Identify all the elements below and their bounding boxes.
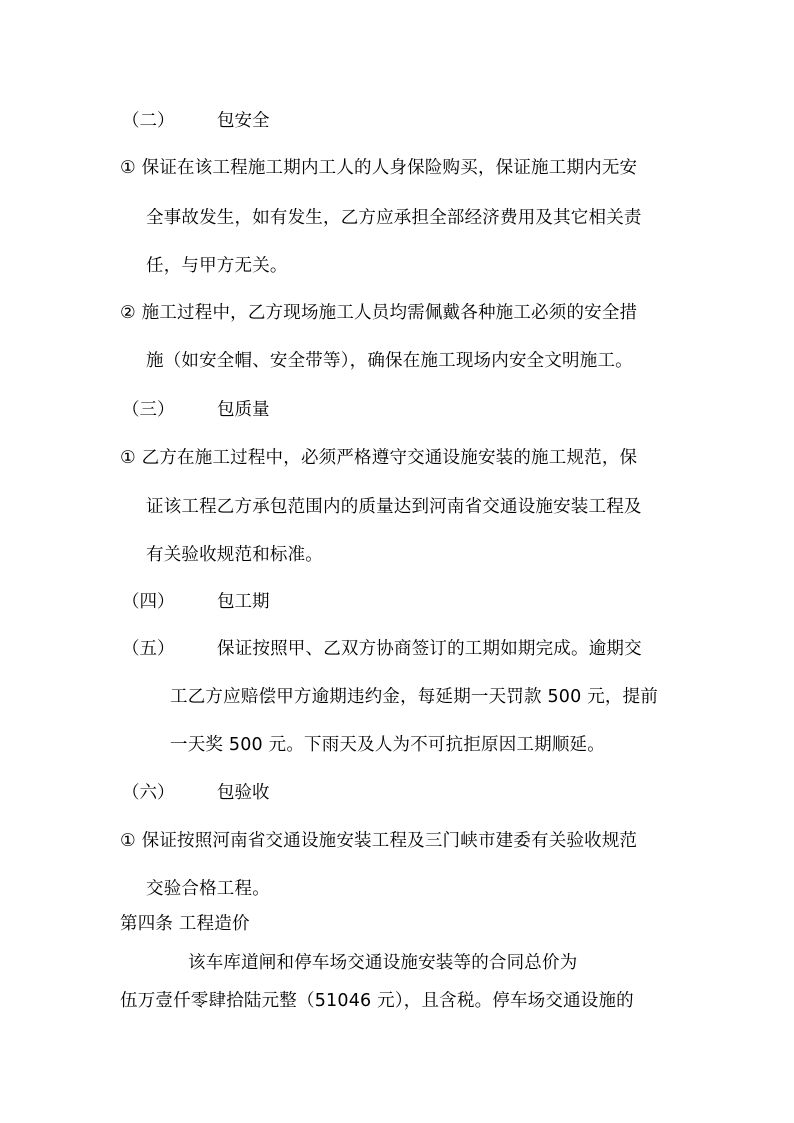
section-5-label: （五） xyxy=(122,639,175,659)
section-3-item-1-line-2: 证该工程乙方承包范围内的质量达到河南省交通设施安装工程及 xyxy=(146,497,642,517)
section-6-title: 包验收 xyxy=(217,783,270,803)
section-4-title: 包工期 xyxy=(217,592,270,612)
article-4-line-2: 伍万壹仟零肆拾陆元整（51046 元），且含税。停车场交通设施的 xyxy=(120,991,634,1011)
section-2-item-1-line-2: 全事故发生，如有发生，乙方应承担全部经济费用及其它相关责 xyxy=(146,208,642,228)
section-6-label: （六） xyxy=(122,783,175,803)
section-2-label: （二） xyxy=(122,111,175,131)
article-4-line-1: 该车库道闸和停车场交通设施安装等的合同总价为 xyxy=(188,953,578,973)
section-5-line-3: 一天奖 500 元。下雨天及人为不可抗拒原因工期顺延。 xyxy=(170,735,605,755)
section-2-item-2-line-2: 施（如安全帽、安全带等），确保在施工现场内安全文明施工。 xyxy=(146,351,633,371)
section-3-item-1-line-3: 有关验收规范和标准。 xyxy=(146,545,323,565)
section-5-line-2: 工乙方应赔偿甲方逾期违约金，每延期一天罚款 500 元，提前 xyxy=(170,687,659,707)
section-2-item-1-line-1: ① 保证在该工程施工期内工人的人身保险购买，保证施工期内无安 xyxy=(120,158,638,178)
section-3-label: （三） xyxy=(122,400,175,420)
section-3-item-1-line-1: ① 乙方在施工过程中，必须严格遵守交通设施安装的施工规范，保 xyxy=(120,448,638,468)
section-3-title: 包质量 xyxy=(217,400,270,420)
section-6-item-1-line-2: 交验合格工程。 xyxy=(146,879,270,899)
section-4-label: （四） xyxy=(122,592,175,612)
section-6-item-1-line-1: ① 保证按照河南省交通设施安装工程及三门峡市建委有关验收规范 xyxy=(120,831,638,851)
section-2-item-2-line-1: ② 施工过程中，乙方现场施工人员均需佩戴各种施工必须的安全措 xyxy=(120,303,638,323)
section-2-item-1-line-3: 任，与甲方无关。 xyxy=(146,256,288,276)
section-2-title: 包安全 xyxy=(217,111,270,131)
section-5-line-1: 保证按照甲、乙双方协商签订的工期如期完成。逾期交 xyxy=(217,639,642,659)
article-4-title: 第四条 工程造价 xyxy=(120,914,250,934)
